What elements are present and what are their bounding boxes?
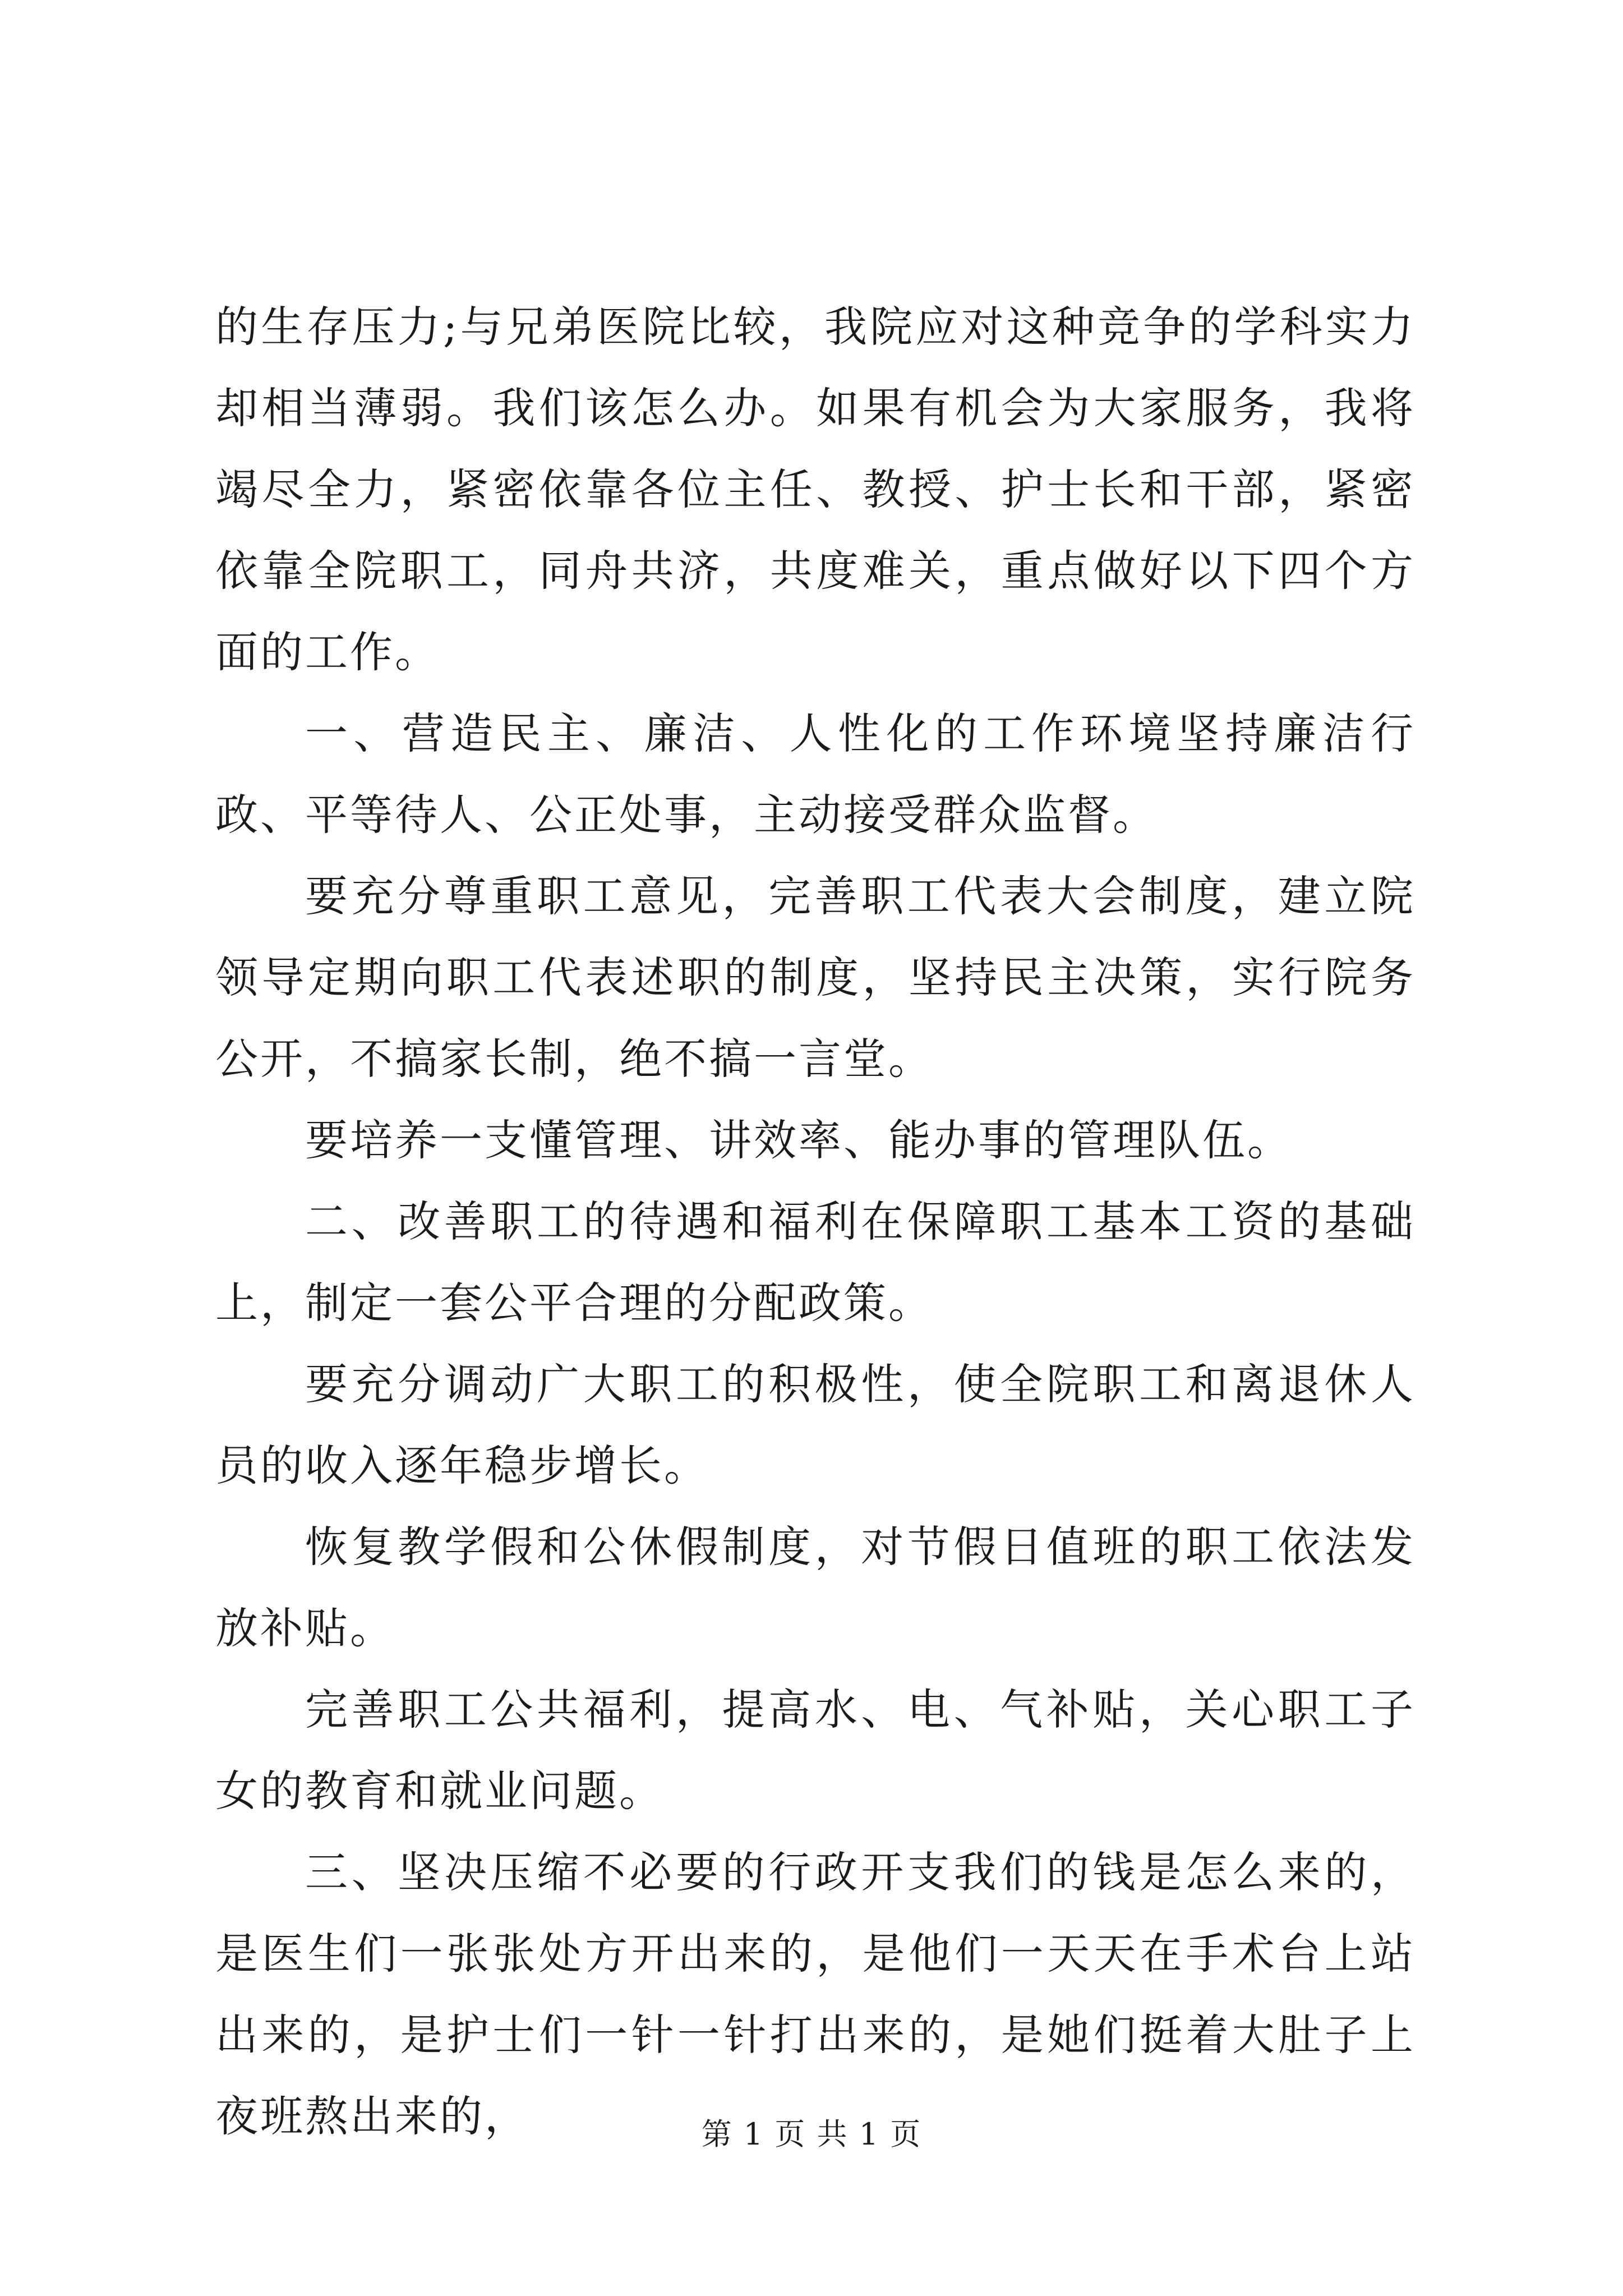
page-footer (0, 2115, 1623, 2154)
document-body (215, 286, 1415, 2157)
paragraph-leave-system: 恢复教学假和公休假制度，对节假日值班的职工依法发放补贴。 (215, 1522, 1415, 1653)
paragraph-continuation: 的生存压力;与兄弟医院比较，我院应对这种竞争的学科实力却相当薄弱。我们该怎么办。如果有机会为大家服务，我将竭尽全力，紧密依靠各位主任、教授、护士长和干部，紧密依靠全院职工，同舟共济，共度难关，重点做好以下四个方面的工作。 (215, 302, 1415, 677)
paragraph-section-one-heading: 一、营造民主、廉洁、人性化的工作环境坚持廉洁行政、平等待人、公正处事，主动接受群众监督。 (215, 708, 1415, 840)
paragraph-public-welfare: 完善职工公共福利，提高水、电、气补贴，关心职工子女的教育和就业问题。 (215, 1685, 1415, 1816)
paragraph-income-growth: 要充分调动广大职工的积极性，使全院职工和离退休人员的收入逐年稳步增长。 (215, 1359, 1415, 1490)
paragraph-management-team: 要培养一支懂管理、讲效率、能办事的管理队伍。 (305, 1115, 1292, 1165)
paragraph-respect-opinions: 要充分尊重职工意见，完善职工代表大会制度，建立院领导定期向职工代表述职的制度，坚持民主决策，实行院务公开，不搞家长制，绝不搞一言堂。 (215, 871, 1415, 1084)
page-number-label: 第 1 页 共 1 页 (701, 2116, 922, 2152)
paragraph-section-two-heading: 二、改善职工的待遇和福利在保障职工基本工资的基础上，制定一套公平合理的分配政策。 (215, 1197, 1415, 1328)
paragraph-section-three-heading: 三、坚决压缩不必要的行政开支我们的钱是怎么来的，是医生们一张张处方开出来的，是他们一天天在手术台上站出来的，是护士们一针一针打出来的，是她们挺着大肚子上夜班熬出来的， (215, 1847, 1415, 2141)
